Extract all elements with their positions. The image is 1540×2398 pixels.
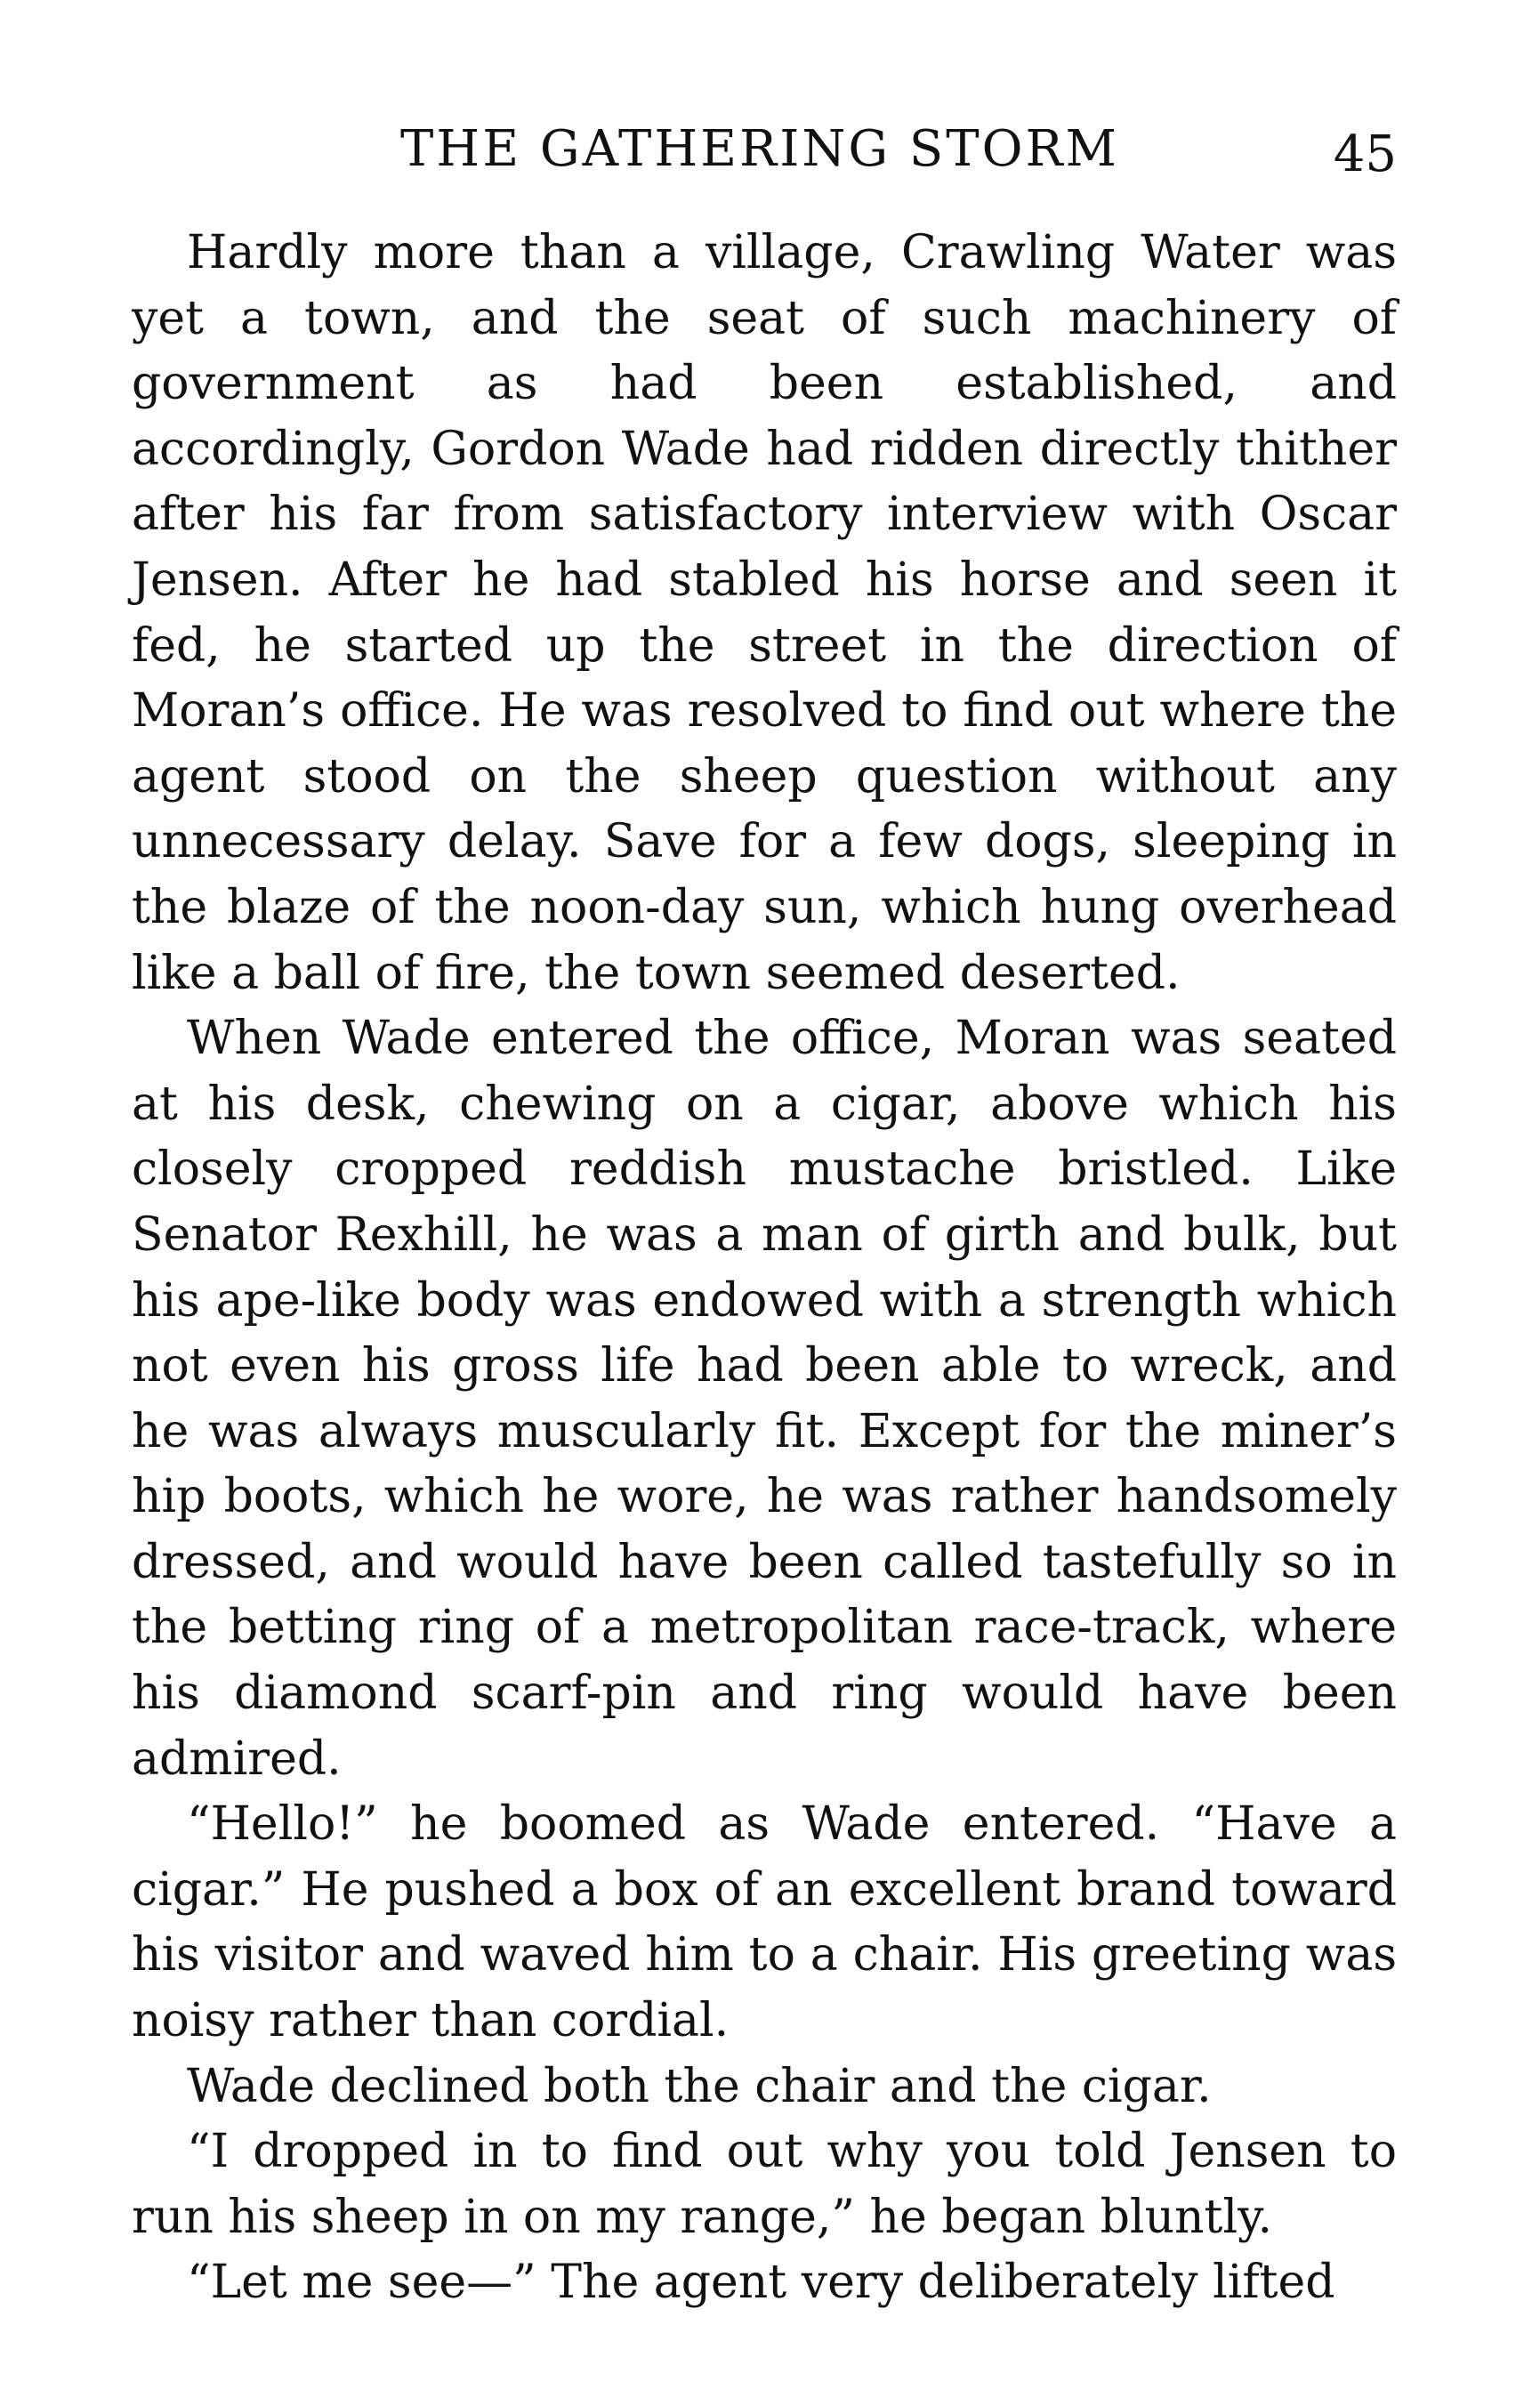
paragraph: Wade declined both the chair and the cigar. — [187, 2059, 1212, 2113]
body-text — [132, 221, 1397, 2316]
paragraph: Hardly more than a village, Crawling Water was yet a town, and the seat of such machinery of government as had been established, and accordingly, Gordon Wade had ridden directly thither after his far from satisfactory interview with Oscar Jensen. After he had stabled his horse and seen it fed, he started up the street in the direction of Moran’s office. He was resolved to find out where the agent stood on the sheep question without any unnecessary delay. Save for a few dogs, sleeping in the blaze of the noon-day sun, which hung overhead like a ball of fire, the town seemed deserted. — [132, 226, 1397, 1000]
paragraph: “I dropped in to find out why you told Jensen to run his sheep in on my range,” he began bluntly. — [132, 2125, 1397, 2244]
paragraph: “Let me see—” The agent very deliberately lifted — [187, 2256, 1335, 2310]
running-title: THE GATHERING STORM — [400, 120, 1119, 178]
running-head — [133, 114, 1397, 185]
paragraph: “Hello!” he boomed as Wade entered. “Have a cigar.” He pushed a box of an excellent brand toward his visitor and waved him to a chair. His greeting was noisy rather than cordial. — [132, 1797, 1397, 2048]
page-number: 45 — [1333, 125, 1397, 183]
paragraph: When Wade entered the office, Moran was seated at his desk, chewing on a cigar, above which his closely cropped reddish mustache bristled. Like Senator Rexhill, he was a man of girth and bulk, but his ape-like body was endowed with a strength which not even his gross life had been able to wreck, and he was always muscularly fit. Except for the miner’s hip boots, which he wore, he was rather handsomely dressed, and would have been called tastefully so in the betting ring of a metropolitan race-track, where his diamond scarf-pin and ring would have been admired. — [132, 1012, 1397, 1786]
